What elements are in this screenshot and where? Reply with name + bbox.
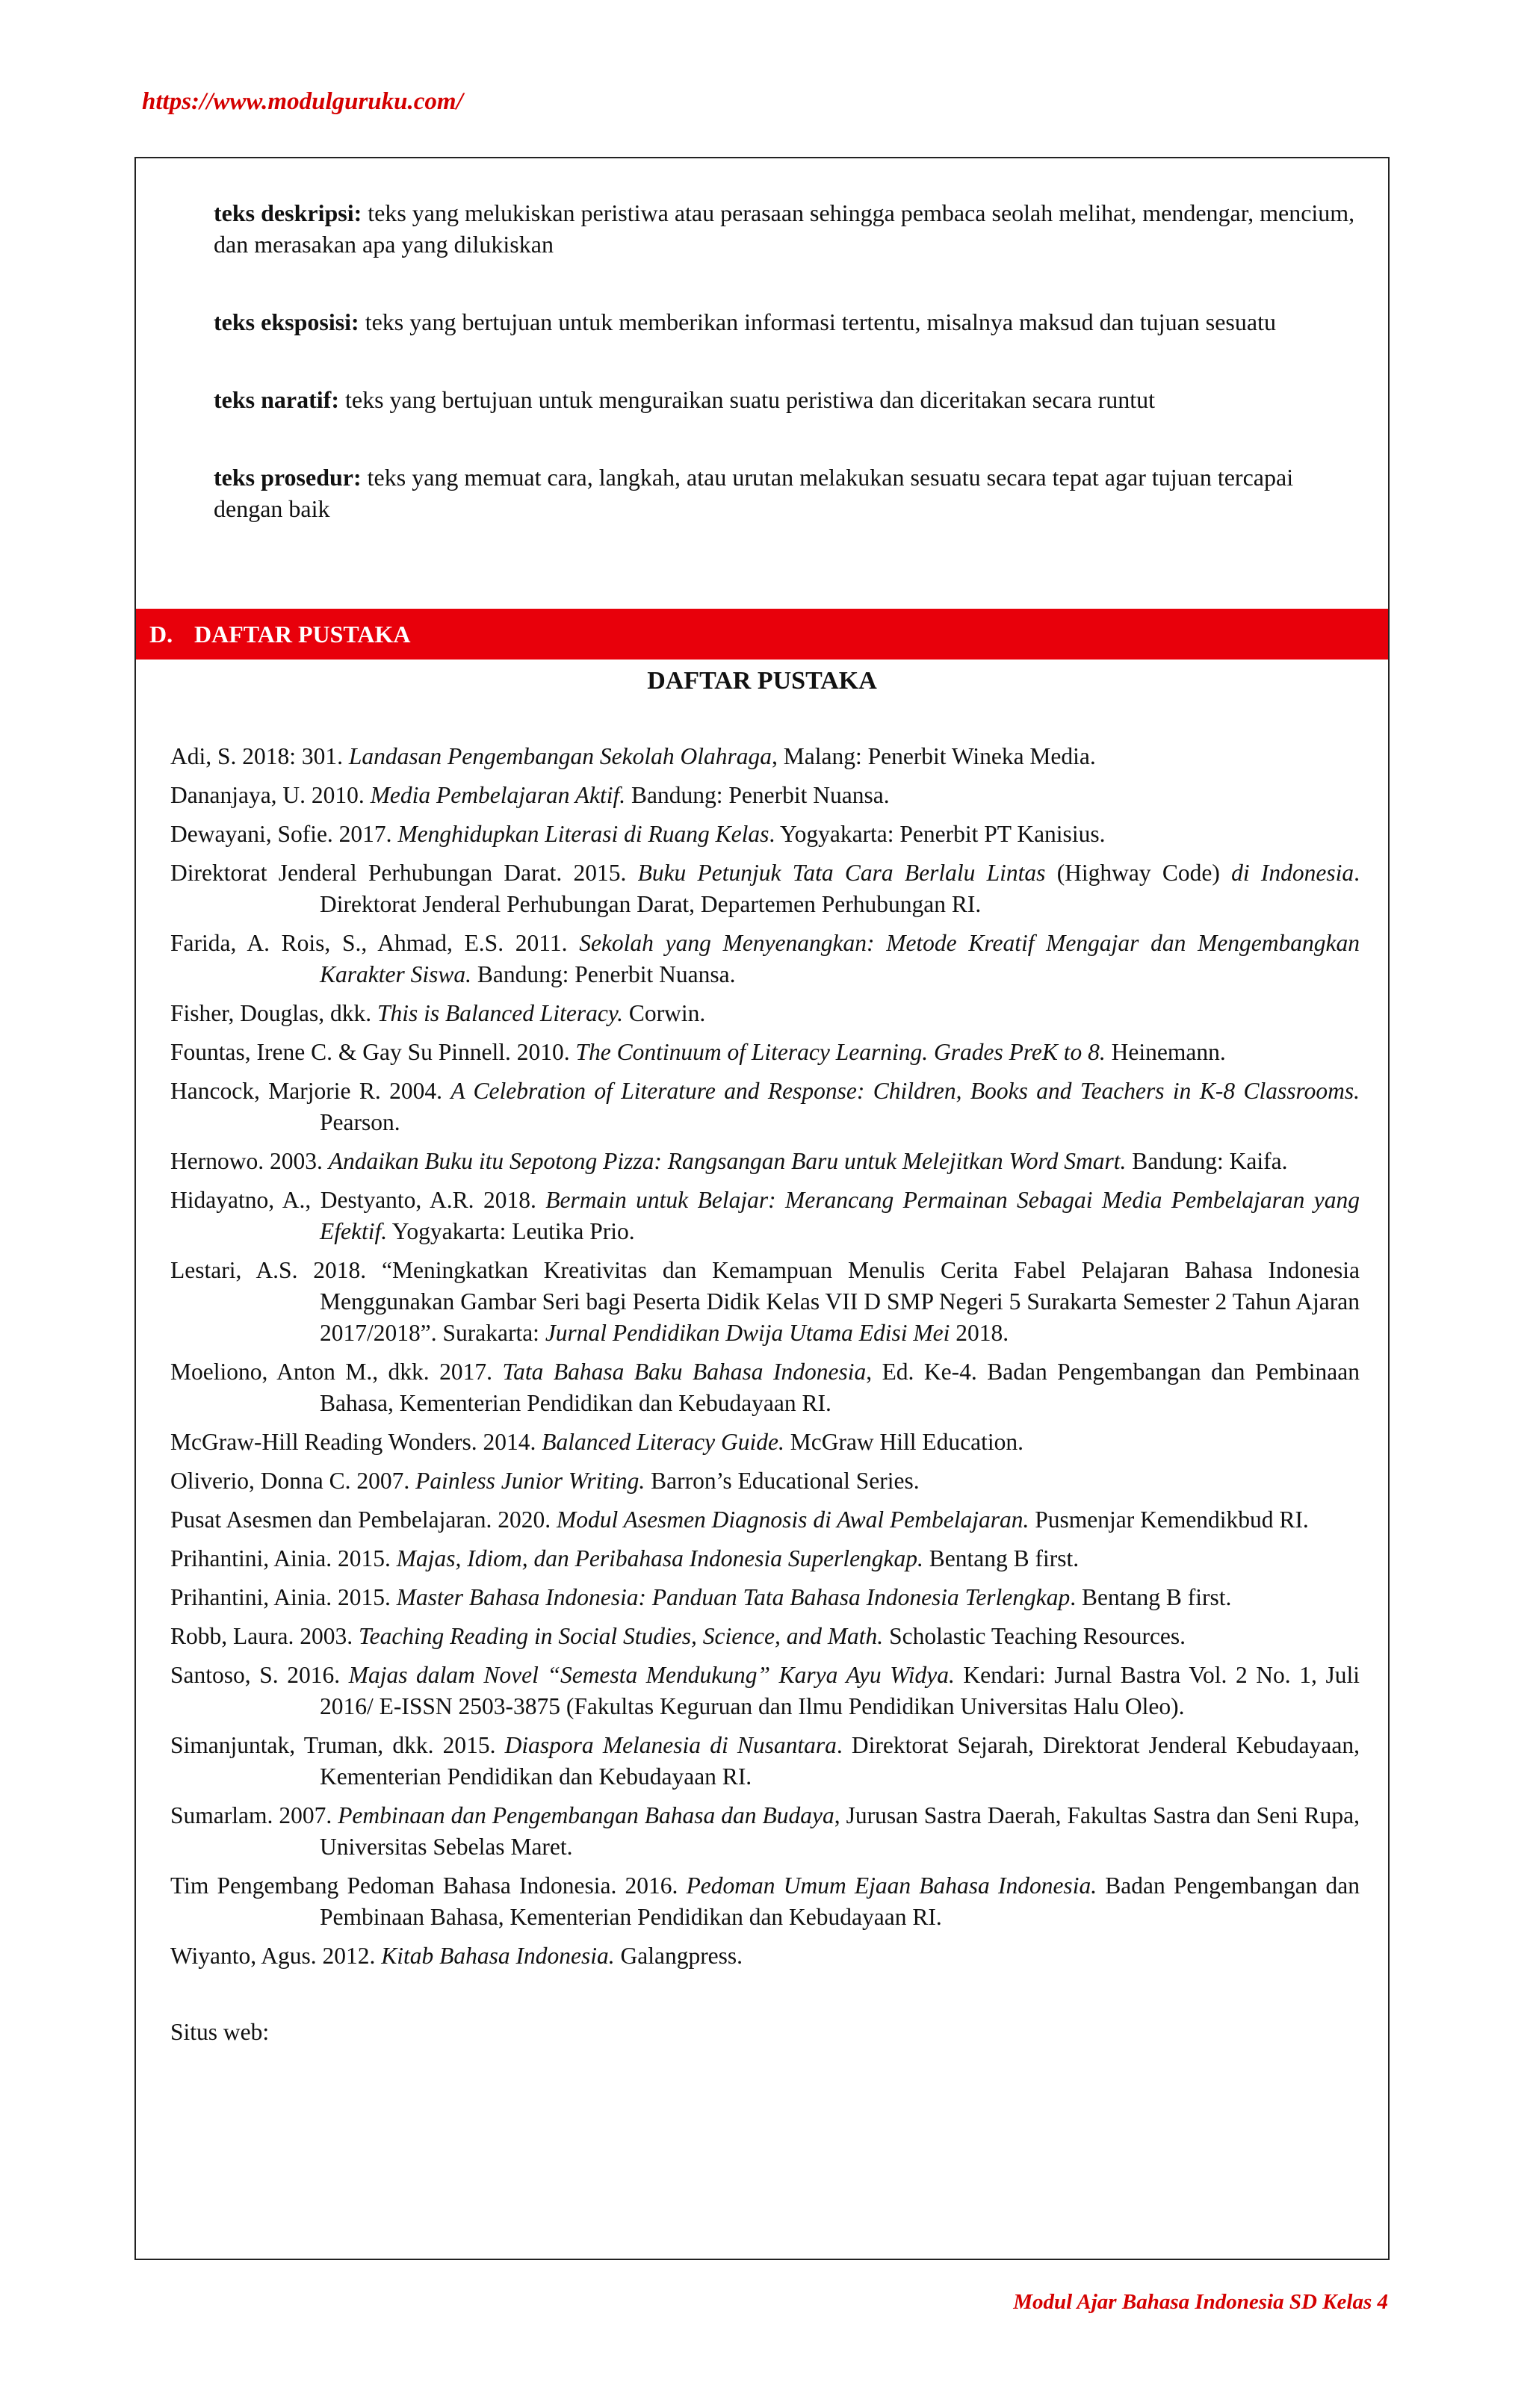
reference-publisher: Bandung: Penerbit Nuansa. xyxy=(471,961,736,987)
reference-publisher: Bentang B first. xyxy=(923,1545,1080,1571)
glossary-entry xyxy=(214,384,1364,415)
reference-title: Pedoman Umum Ejaan Bahasa Indonesia. xyxy=(686,1872,1097,1899)
reference-author: Santoso, S. 2016. xyxy=(170,1662,349,1688)
footer-title: Modul Ajar Bahasa Indonesia SD Kelas 4 xyxy=(1013,2290,1388,2314)
glossary-definition: teks yang memuat cara, langkah, atau urutan melakukan sesuatu secara tepat agar tujuan tercapai dengan baik xyxy=(214,464,1294,522)
glossary-definition: teks yang bertujuan untuk menguraikan suatu peristiwa dan diceritakan secara runtut xyxy=(338,386,1156,413)
reference-title: Painless Junior Writing. xyxy=(415,1468,645,1494)
reference-author: Dewayani, Sofie. 2017. xyxy=(170,821,398,847)
reference-list xyxy=(170,741,1360,2048)
reference-publisher: . Direktorat Sejarah, Direktorat Jenderal Kebudayaan, Kementerian Pendidikan dan Kebudayaan RI. xyxy=(320,1732,1360,1790)
reference-publisher: . Yogyakarta: Penerbit PT Kanisius. xyxy=(769,821,1106,847)
section-header-bar xyxy=(136,609,1388,660)
reference-item xyxy=(170,1037,1360,1068)
reference-author: Prihantini, Ainia. 2015. xyxy=(170,1545,397,1571)
reference-publisher: 2018. xyxy=(950,1320,1009,1346)
reference-item xyxy=(170,1504,1360,1536)
reference-author: Hancock, Marjorie R. 2004. xyxy=(170,1078,451,1104)
reference-author: Farida, A. Rois, S., Ahmad, E.S. 2011. xyxy=(170,930,580,956)
reference-publisher: Corwin. xyxy=(622,1000,706,1026)
reference-author: Robb, Laura. 2003. xyxy=(170,1623,359,1649)
reference-title: A Celebration of Literature and Response: Children, Books and Teachers in K-8 Classrooms. xyxy=(450,1078,1360,1104)
reference-item xyxy=(170,1076,1360,1138)
reference-title: The Continuum of Literacy Learning. Grades PreK to 8. xyxy=(575,1039,1106,1065)
reference-item xyxy=(170,998,1360,1029)
reference-title: Master Bahasa Indonesia: Panduan Tata Bahasa Indonesia Terlengkap xyxy=(396,1584,1071,1610)
reference-item xyxy=(170,1660,1360,1722)
reference-item xyxy=(170,857,1360,920)
reference-publisher: Galangpress. xyxy=(614,1943,743,1969)
reference-title: Majas dalam Novel “Semesta Mendukung” Karya Ayu Widya. xyxy=(348,1662,955,1688)
reference-title-continued: di Indonesia xyxy=(1231,860,1354,886)
reference-publisher: Yogyakarta: Leutika Prio. xyxy=(387,1218,635,1244)
bibliography-heading: DAFTAR PUSTAKA xyxy=(647,667,877,695)
reference-item xyxy=(170,1730,1360,1793)
reference-publisher: Barron’s Educational Series. xyxy=(645,1468,920,1494)
reference-title: Andaikan Buku itu Sepotong Pizza: Rangsangan Baru untuk Melejitkan Word Smart. xyxy=(328,1148,1127,1174)
reference-author: Sumarlam. 2007. xyxy=(170,1802,338,1828)
glossary xyxy=(214,197,1364,571)
reference-author: Pusat Asesmen dan Pembelajaran. 2020. xyxy=(170,1506,557,1533)
content-frame xyxy=(134,157,1390,2260)
reference-title: Media Pembelajaran Aktif. xyxy=(370,782,626,808)
reference-author: Hidayatno, A., Destyanto, A.R. 2018. xyxy=(170,1187,546,1213)
reference-item xyxy=(170,1940,1360,1972)
reference-publisher: Scholastic Teaching Resources. xyxy=(883,1623,1186,1649)
reference-author: Oliverio, Donna C. 2007. xyxy=(170,1468,416,1494)
reference-item xyxy=(170,1185,1360,1247)
reference-item xyxy=(170,1800,1360,1863)
reference-title: Balanced Literacy Guide. xyxy=(542,1429,784,1455)
reference-publisher: (Highway Code) xyxy=(1045,860,1232,886)
reference-author: Fisher, Douglas, dkk. xyxy=(170,1000,377,1026)
reference-publisher: Pusmenjar Kemendikbud RI. xyxy=(1029,1506,1309,1533)
reference-title: Jurnal Pendidikan Dwija Utama Edisi Mei xyxy=(545,1320,950,1346)
reference-publisher: , Ed. Ke-4. Badan Pengembangan dan Pembinaan Bahasa, Kementerian Pendidikan dan Kebudayaan RI. xyxy=(320,1359,1360,1416)
section-title: DAFTAR PUSTAKA xyxy=(194,621,411,648)
header-url[interactable]: https://www.modulguruku.com/ xyxy=(142,88,463,115)
glossary-definition: teks yang melukiskan peristiwa atau perasaan sehingga pembaca seolah melihat, mendengar, mencium, dan merasakan apa yang dilukiskan xyxy=(214,199,1355,258)
reference-title: Sekolah yang Menyenangkan: Metode Kreatif Mengajar dan Mengembangkan Karakter Siswa. xyxy=(320,930,1360,987)
reference-title: Landasan Pengembangan Sekolah Olahraga xyxy=(348,743,772,769)
websites-label: Situs web: xyxy=(170,2019,270,2045)
reference-author: Direktorat Jenderal Perhubungan Darat. 2015. xyxy=(170,860,638,886)
reference-publisher: Badan Pengembangan dan Pembinaan Bahasa, Kementerian Pendidikan dan Kebudayaan RI. xyxy=(320,1872,1360,1930)
reference-title: Majas, Idiom, dan Peribahasa Indonesia Superlengkap. xyxy=(396,1545,923,1571)
reference-title: Pembinaan dan Pengembangan Bahasa dan Budaya xyxy=(338,1802,834,1828)
reference-publisher: McGraw Hill Education. xyxy=(784,1429,1024,1455)
reference-publisher: , Malang: Penerbit Wineka Media. xyxy=(771,743,1096,769)
reference-author: Hernowo. 2003. xyxy=(170,1148,329,1174)
reference-author: Dananjaya, U. 2010. xyxy=(170,782,371,808)
reference-author: Simanjuntak, Truman, dkk. 2015. xyxy=(170,1732,505,1758)
section-number: D. xyxy=(149,621,173,648)
reference-publisher: Pearson. xyxy=(320,1109,400,1135)
reference-author: Lestari, A.S. 2018. “Meningkatkan Kreativitas dan Kemampuan Menulis Cerita Fabel Pelajaran Bahasa Indonesia Menggunakan Gambar Seri bagi Peserta Didik Kelas VII D SMP Negeri 5 Surakarta Semester 2 Tahun Ajaran 2017/2018”. Surakarta: xyxy=(170,1257,1360,1346)
glossary-term: teks eksposisi: xyxy=(214,308,359,335)
reference-title: This is Balanced Literacy. xyxy=(377,1000,623,1026)
reference-publisher: . Bentang B first. xyxy=(1070,1584,1232,1610)
reference-publisher: Bandung: Penerbit Nuansa. xyxy=(625,782,890,808)
glossary-term: teks naratif: xyxy=(214,386,339,413)
reference-title: Teaching Reading in Social Studies, Science, and Math. xyxy=(358,1623,884,1649)
reference-title: Modul Asesmen Diagnosis di Awal Pembelajaran. xyxy=(557,1506,1029,1533)
reference-author: Adi, S. 2018: 301. xyxy=(170,743,349,769)
reference-publisher-continued: . Direktorat Jenderal Perhubungan Darat, Departemen Perhubungan RI. xyxy=(320,860,1360,917)
reference-author: Prihantini, Ainia. 2015. xyxy=(170,1584,397,1610)
reference-item xyxy=(170,1356,1360,1419)
glossary-term: teks deskripsi: xyxy=(214,199,362,226)
reference-item xyxy=(170,1465,1360,1497)
glossary-definition: teks yang bertujuan untuk memberikan informasi tertentu, misalnya maksud dan tujuan sesuatu xyxy=(359,308,1276,335)
reference-publisher: Kendari: Jurnal Bastra Vol. 2 No. 1, Juli 2016/ E-ISSN 2503-3875 (Fakultas Keguruan dan Ilmu Pendidikan Universitas Halu Oleo). xyxy=(320,1662,1360,1719)
reference-title: Diaspora Melanesia di Nusantara xyxy=(504,1732,837,1758)
reference-item xyxy=(170,1582,1360,1613)
glossary-entry xyxy=(214,462,1364,524)
reference-title: Tata Bahasa Baku Bahasa Indonesia xyxy=(502,1359,867,1385)
reference-item xyxy=(170,1543,1360,1574)
reference-item xyxy=(170,1427,1360,1458)
reference-publisher: Heinemann. xyxy=(1105,1039,1226,1065)
reference-publisher: Bandung: Kaifa. xyxy=(1126,1148,1288,1174)
reference-item xyxy=(170,1255,1360,1349)
glossary-entry xyxy=(214,306,1364,338)
reference-title: Buku Petunjuk Tata Cara Berlalu Lintas xyxy=(637,860,1046,886)
glossary-entry xyxy=(214,197,1364,260)
reference-item xyxy=(170,780,1360,811)
reference-item xyxy=(170,1621,1360,1652)
reference-item xyxy=(170,1146,1360,1177)
reference-author: McGraw-Hill Reading Wonders. 2014. xyxy=(170,1429,542,1455)
reference-title: Bermain untuk Belajar: Merancang Permainan Sebagai Media Pembelajaran yang Efektif. xyxy=(320,1187,1360,1244)
glossary-term: teks prosedur: xyxy=(214,464,362,491)
reference-item xyxy=(170,1870,1360,1933)
reference-item xyxy=(170,819,1360,850)
reference-item xyxy=(170,741,1360,772)
reference-author: Fountas, Irene C. & Gay Su Pinnell. 2010. xyxy=(170,1039,576,1065)
reference-item xyxy=(170,928,1360,990)
reference-publisher: , Jurusan Sastra Daerah, Fakultas Sastra dan Seni Rupa, Universitas Sebelas Maret. xyxy=(320,1802,1360,1860)
reference-title: Menghidupkan Literasi di Ruang Kelas xyxy=(397,821,769,847)
reference-author: Wiyanto, Agus. 2012. xyxy=(170,1943,382,1969)
reference-author: Moeliono, Anton M., dkk. 2017. xyxy=(170,1359,503,1385)
reference-title: Kitab Bahasa Indonesia. xyxy=(381,1943,615,1969)
reference-author: Tim Pengembang Pedoman Bahasa Indonesia. 2016. xyxy=(170,1872,687,1899)
